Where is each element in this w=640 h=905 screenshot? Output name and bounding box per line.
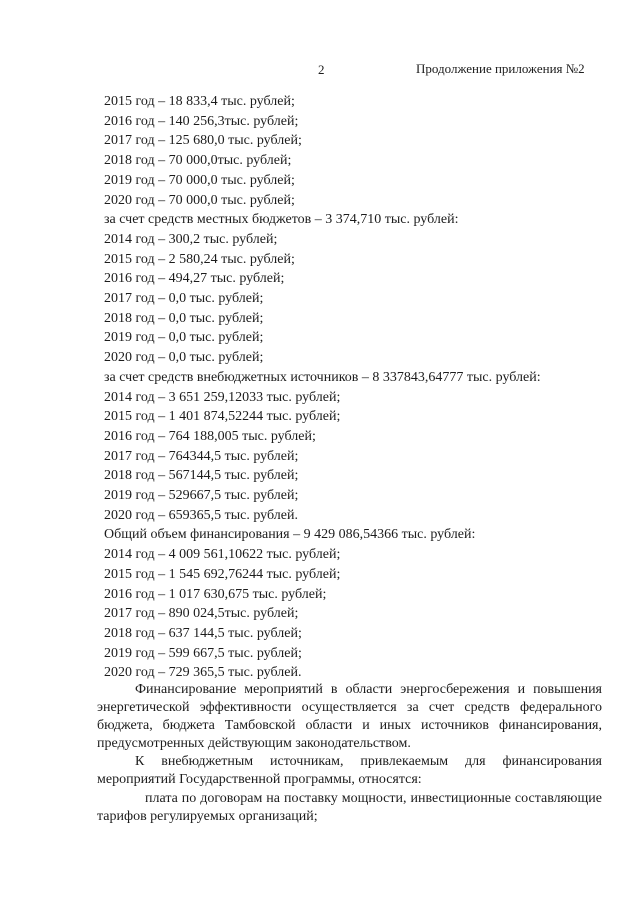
list-item: 2018 год – 637 144,5 тыс. рублей; <box>104 625 302 641</box>
list-item: 2020 год – 729 365,5 тыс. рублей. <box>104 665 302 681</box>
paragraph-financing: Финансирование мероприятий в области энергосбережения и повышения энергетической эффективности осуществляется за счет средств федерального бюджета, бюджета Тамбовской области и иных источников финансирования, предусмотренных действующим законодательством. <box>97 682 602 751</box>
list-item: 2017 год – 125 680,0 тыс. рублей; <box>104 133 302 149</box>
funding-list <box>104 92 610 683</box>
section-heading-total: Общий объем финансирования – 9 429 086,54366 тыс. рублей: <box>104 527 476 543</box>
list-item: 2019 год – 529667,5 тыс. рублей; <box>104 488 299 504</box>
list-item: 2019 год – 0,0 тыс. рублей; <box>104 330 264 346</box>
page-number: 2 <box>318 62 325 77</box>
list-item: 2017 год – 0,0 тыс. рублей; <box>104 291 264 307</box>
list-item: 2015 год – 1 545 692,76244 тыс. рублей; <box>104 566 341 582</box>
list-item: 2016 год – 764 188,005 тыс. рублей; <box>104 428 316 444</box>
list-item: 2019 год – 70 000,0 тыс. рублей; <box>104 172 295 188</box>
list-item: 2015 год – 18 833,4 тыс. рублей; <box>104 94 295 109</box>
section-heading-local-budgets: за счет средств местных бюджетов – 3 374,710 тыс. рублей: <box>104 212 459 228</box>
list-item: 2014 год – 3 651 259,12033 тыс. рублей; <box>104 389 341 405</box>
list-item: 2018 год – 70 000,0тыс. рублей; <box>104 153 292 169</box>
list-item: 2016 год – 140 256,3тыс. рублей; <box>104 113 299 129</box>
list-item: 2017 год – 890 024,5тыс. рублей; <box>104 606 299 622</box>
list-item: 2020 год – 0,0 тыс. рублей; <box>104 350 264 366</box>
list-item: 2020 год – 659365,5 тыс. рублей. <box>104 507 298 523</box>
paragraph-payment: плата по договорам на поставку мощности, инвестиционные составляющие тарифов регулируемых организаций; <box>97 791 602 824</box>
list-item: 2014 год – 300,2 тыс. рублей; <box>104 231 278 247</box>
continuation-header: Продолжение приложения №2 <box>416 61 585 76</box>
list-item: 2015 год – 2 580,24 тыс. рублей; <box>104 251 295 267</box>
list-item: 2019 год – 599 667,5 тыс. рублей; <box>104 645 302 661</box>
list-item: 2015 год – 1 401 874,52244 тыс. рублей; <box>104 409 341 425</box>
list-item: 2017 год – 764344,5 тыс. рублей; <box>104 448 299 464</box>
list-item: 2016 год – 494,27 тыс. рублей; <box>104 271 285 287</box>
list-item: 2018 год – 0,0 тыс. рублей; <box>104 310 264 326</box>
list-item: 2016 год – 1 017 630,675 тыс. рублей; <box>104 586 327 602</box>
paragraph-extrabudgetary-sources: К внебюджетным источникам, привлекаемым для финансирования мероприятий Государственной программы, относятся: <box>97 754 602 787</box>
list-item: 2014 год – 4 009 561,10622 тыс. рублей; <box>104 547 341 563</box>
list-item: 2018 год – 567144,5 тыс. рублей; <box>104 468 299 484</box>
section-heading-extrabudgetary: за счет средств внебюджетных источников – 8 337843,64777 тыс. рублей: <box>104 369 541 385</box>
list-item: 2020 год – 70 000,0 тыс. рублей; <box>104 192 295 208</box>
